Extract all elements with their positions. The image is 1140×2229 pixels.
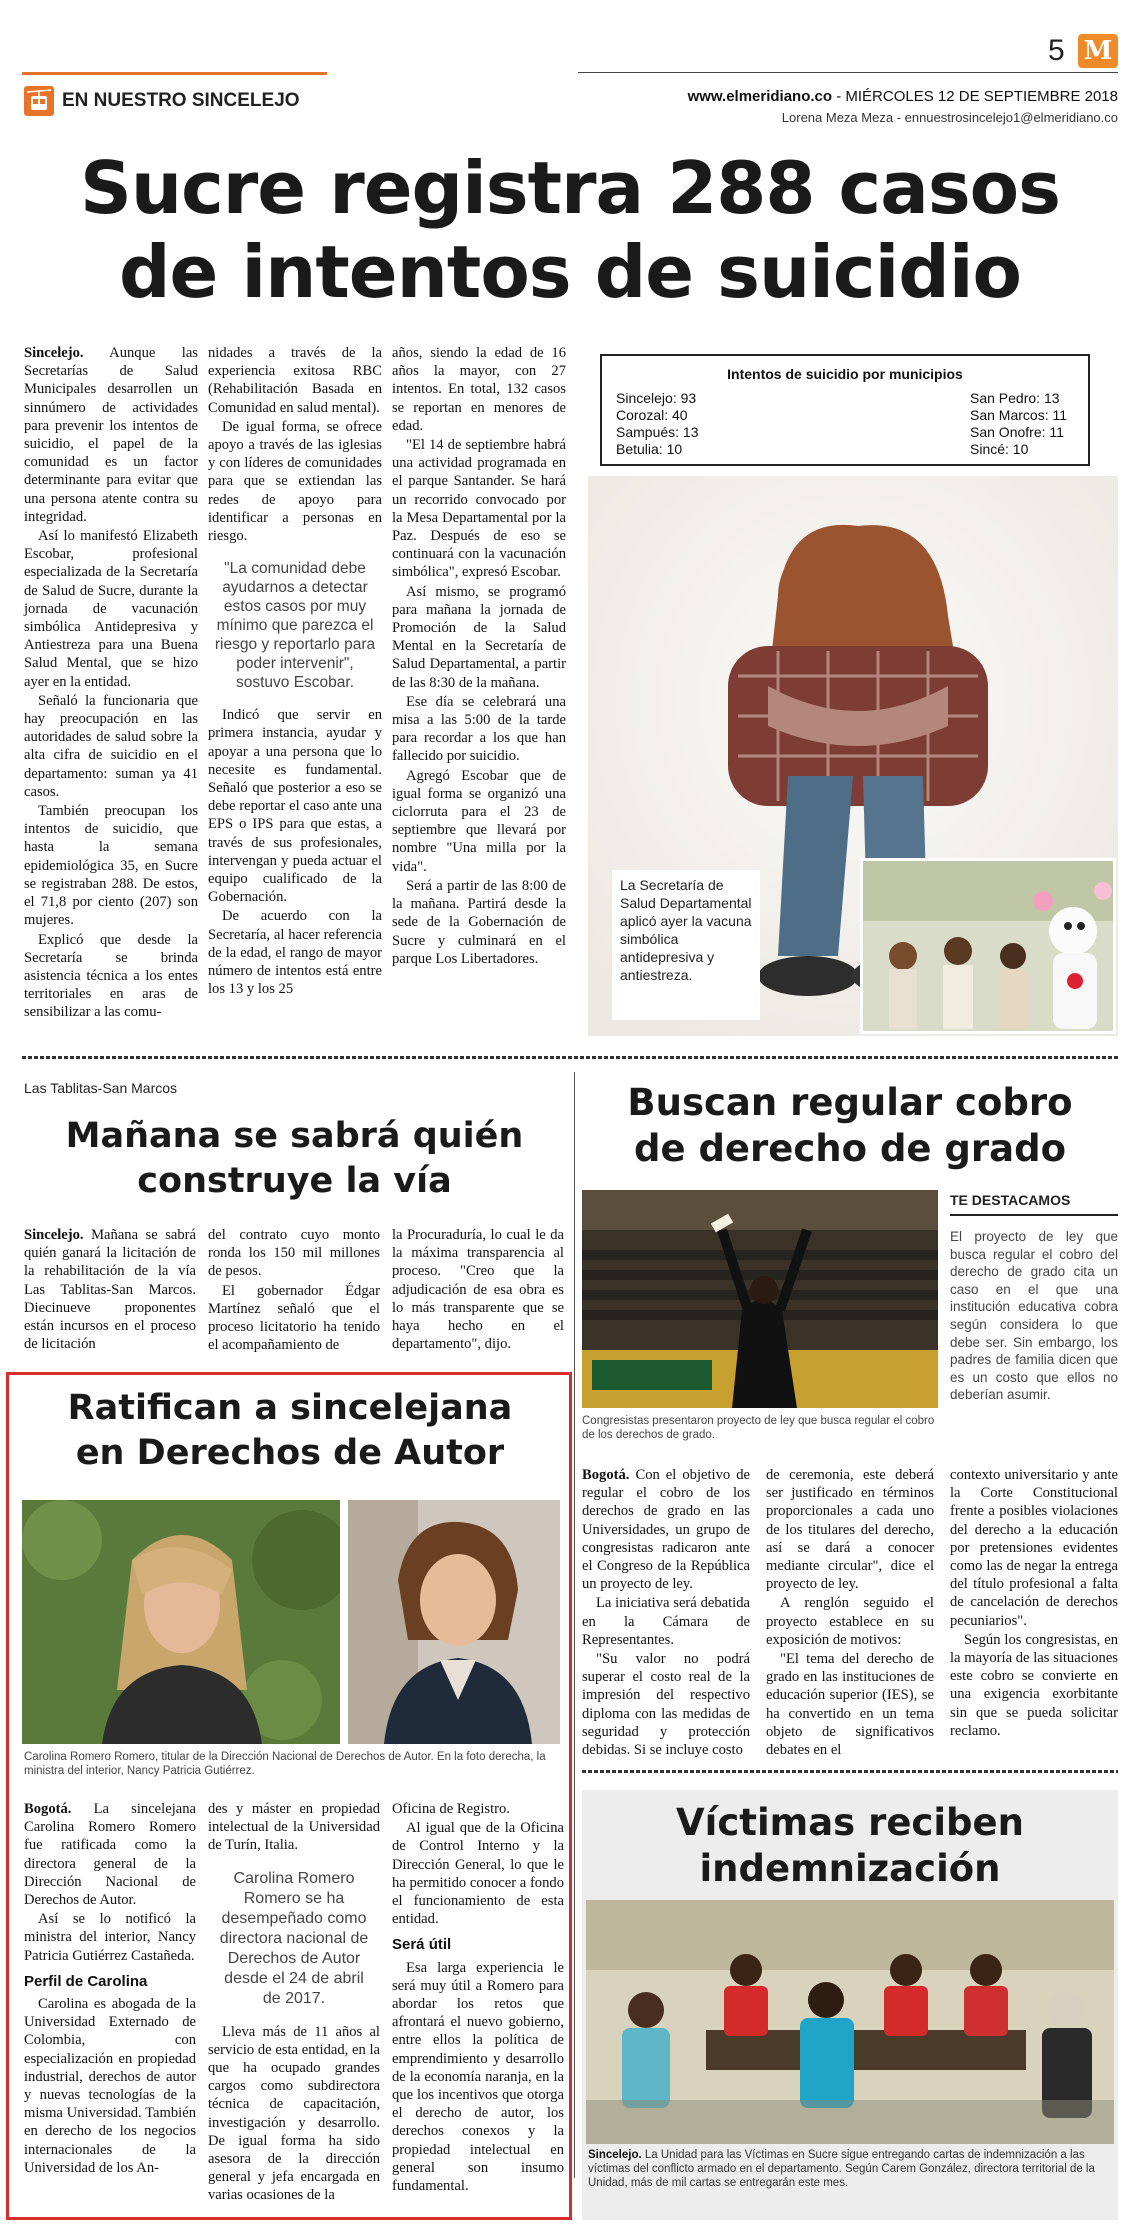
- paragraph: Al igual que de la Oficina de Control Interno y la Dirección General, lo que le ha permitido conocer a fondo el funcionamiento de esta entidad.: [392, 1820, 564, 1928]
- main-photo-caption-box: [612, 870, 760, 1020]
- main-column-1: [24, 344, 198, 1023]
- inset-photo: [860, 858, 1116, 1034]
- via-headline: [22, 1114, 567, 1204]
- section-accent-rule: [22, 72, 327, 75]
- victimas-caption: [588, 2148, 1114, 2190]
- grado-column-3: [950, 1466, 1118, 1741]
- paragraph: La sincelejana Carolina Romero Romero fue ratificada como la directora general de la Dirección Nacional de Derechos de Autor.: [24, 1801, 196, 1909]
- paragraph: nidades a través de la experiencia exitosa RBC (Rehabilitación Basada en Comunidad en salud mental).: [208, 345, 382, 416]
- carolina-photo: [22, 1500, 340, 1744]
- list-item: Corozal: 40: [616, 407, 688, 423]
- grado-column-1: [582, 1466, 750, 1760]
- via-headline-line-2: construye la vía: [137, 1161, 452, 1201]
- paragraph: Así lo manifestó Elizabeth Escobar, profesional especializada de la Secretaría de Salud de Sucre, durante la jornada de vacunación simbólica Antidepresiva y Antiestreza para una Buena Salud Mental, que se hizo ayer en la entidad.: [24, 528, 198, 690]
- table-left-list: [616, 390, 699, 458]
- paragraph: Indicó que servir en primera instancia, ayudar y apoyar a una persona que lo necesite es fundamental. Señaló que posterior a eso se debe reportar el caso ante una EPS o IPS para que estas, a través de sus profesionales, intervengan y pueda actuar el equipo cualificado de la Gobernación.: [208, 707, 382, 906]
- paragraph: Mañana se sabrá quién ganará la licitación de la rehabilitación de la vía Las Tablitas-San Marcos. Diecinueve proponentes están incursos en el proceso de licitación: [24, 1227, 196, 1353]
- paragraph: Será a partir de las 8:00 de la mañana. Partirá desde la sede de la Gobernación de Sucre y culminará en el parque Los Libertadores.: [392, 877, 566, 967]
- author-line: Lorena Meza Meza - ennuestrosincelejo1@elmeridiano.co: [781, 110, 1118, 125]
- list-item: Sincé: 10: [970, 441, 1029, 457]
- paragraph: El gobernador Édgar Martínez señaló que el proceso licitatorio ha tenido el acompañamiento de: [208, 1282, 380, 1354]
- dateline-lead: Bogotá.: [582, 1467, 630, 1483]
- dateline-lead: Sincelejo.: [24, 1227, 84, 1243]
- main-column-3: [392, 344, 566, 969]
- paragraph: "El tema del derecho de grado en las instituciones de educación superior (IES), se ha convertido en un tema objeto de significativos debates en el: [766, 1651, 934, 1759]
- paragraph: des y máster en propiedad intelectual de la Universidad de Turín, Italia.: [208, 1801, 380, 1854]
- dateline-lead: Sincelejo.: [588, 2149, 642, 2161]
- main-headline-line-2: de intentos de suicidio: [119, 230, 1021, 314]
- paragraph: De acuerdo con la Secretaría, al hacer referencia de la edad, el rango de mayor número de intentos está entre los 13 y los 25: [208, 908, 382, 998]
- paragraph: "Su valor no podrá superar el costo real de la impresión del respectivo diploma con las medidas de seguridad y protección debidas. Si se incluye costo: [582, 1651, 750, 1759]
- subhead-util: Será útil: [392, 1936, 452, 1954]
- dateline-lead: Sincelejo.: [24, 345, 84, 361]
- grado-bottom-rule: [582, 1770, 1118, 1773]
- paragraph: Carolina es abogada de la Universidad Externado de Colombia, con especialización en propiedad industrial, derechos de autor y nuevas tecnologías de la misma Universidad. También en derecho de los negocios internacionales de la Universidad de los An-: [24, 1996, 196, 2176]
- list-item: Betulia: 10: [616, 441, 683, 457]
- main-headline-line-1: Sucre registra 288 casos: [80, 146, 1060, 230]
- logo-letter: M: [1083, 36, 1113, 66]
- paragraph: Lleva más de 11 años al servicio de esta entidad, en la que ha ocupado grandes cargos como subdirectora técnica de capacitación, investigación y desarrollo. De igual forma ha sido asesora de la dirección general y jefa encargada en varias ocasiones de la: [208, 2023, 380, 2204]
- autor-headline-line-2: en Derechos de Autor: [75, 1433, 505, 1473]
- subhead-perfil: Perfil de Carolina: [24, 1972, 148, 1990]
- dateline-lead: Bogotá.: [24, 1801, 72, 1817]
- list-item: San Onofre: 11: [970, 424, 1064, 440]
- paragraph: Según los congresistas, en la mayoría de las situaciones este cobro se convierte en una exigencia exorbitante sin que se pueda solicitar reclamo.: [950, 1631, 1118, 1739]
- te-destacamos-rule: [950, 1214, 1118, 1216]
- pull-quote: Carolina Romero Romero se ha desempeñado como directora nacional de Derechos de Autor desde el 24 de abril de 2017.: [219, 1869, 369, 2007]
- grado-headline-line-2: de derecho de grado: [633, 1127, 1067, 1170]
- municipality-table: [600, 354, 1090, 466]
- issue-date: - MIÉRCOLES 12 DE SEPTIEMBRE 2018: [832, 88, 1118, 105]
- paragraph: También preocupan los intentos de suicidio, que hasta la semana epidemiológica 35, en Sucre se registraban 288. De estos, el 71,8 por ciento (207) son mujeres.: [24, 803, 198, 929]
- column-divider: [574, 1072, 575, 2178]
- main-column-2: [208, 344, 382, 999]
- minister-photo: [348, 1500, 560, 1744]
- autor-headline: [12, 1386, 568, 1476]
- list-item: San Pedro: 13: [970, 390, 1060, 406]
- table-right-list: [970, 390, 1067, 458]
- main-bottom-rule: [22, 1056, 1118, 1059]
- site-link[interactable]: www.elmeridiano.co: [687, 88, 833, 105]
- paragraph: de ceremonia, este deberá ser justificado en términos proporcionales a cada uno de los titulares del derecho, así se dará a conocer mediante circular", dice el proyecto de ley.: [766, 1467, 934, 1593]
- paragraph: Aunque las Secretarías de Salud Municipales desarrollen un sinnúmero de actividades para prevenir los intentos de suicidio, el papel de la comunidad es un factor determinante para evitar que una persona atente contra su integridad.: [24, 345, 198, 525]
- paragraph: Explicó que desde la Secretaría se brinda asistencia técnica a los entes territoriales en aras de sensibilizar a las comu-: [24, 931, 198, 1021]
- table-title: Intentos de suicidio por municipios: [727, 366, 963, 382]
- graduation-photo: [582, 1190, 938, 1408]
- victimas-headline: [582, 1800, 1118, 1892]
- victimas-photo: [586, 1900, 1114, 2144]
- paragraph: Esa larga experiencia le será muy útil a Romero para abordar los retos que afrontará el nuevo gobierno, entre ellos la política de emprendimiento y desarrollo de la economía naranja, en la que los incentivos que otorga el derecho de autor, los derechos conexos y la propiedad intelectual en general son insumo fundamental.: [392, 1959, 564, 2195]
- grado-headline: [580, 1080, 1120, 1172]
- paragraph: Oficina de Registro.: [392, 1801, 510, 1817]
- paragraph: Agregó Escobar que de igual forma se organizó una ciclorruta para el 23 de septiembre que llevará por nombre "Una milla por la vida".: [392, 767, 566, 875]
- victimas-headline-line-2: indemnización: [699, 1847, 1001, 1890]
- paragraph: años, siendo la edad de 16 años la mayor, con 27 intentos. En total, 132 casos se reportan en menores de edad.: [392, 345, 566, 434]
- via-column-3: [392, 1226, 564, 1354]
- autor-column-1: [24, 1800, 196, 2178]
- paragraph: Así mismo, se programó para mañana la jornada de Promoción de la Salud Mental en la Secretaría de Salud Departamental, a partir de las 8:30 de la mañana.: [392, 583, 566, 691]
- te-destacamos-text: El proyecto de ley que busca regular el cobro del derecho de grado cita un caso en el que una institución educativa cobra según considera lo que debe ser. Sin embargo, los padres de familia dicen que es un costo que ellos no deberían asumir.: [950, 1229, 1118, 1403]
- section-header: [22, 72, 327, 124]
- pull-quote: "La comunidad debe ayudarnos a detectar estos casos por muy mínimo que parezca el riesgo y reportarlo para poder intervenir", sostuvo Escobar.: [214, 560, 376, 692]
- main-photo-caption: La Secretaría de Salud Departamental aplicó ayer la vacuna simbólica antidepresiva y antiestreza.: [620, 877, 752, 983]
- cable-car-icon: [24, 86, 54, 116]
- via-column-2: [208, 1226, 380, 1355]
- autor-column-3: [392, 1800, 564, 2196]
- paragraph: "El 14 de septiembre habrá una actividad programada en el parque Santander. Se hará un recorrido convocado por la Mesa Departamental por la Paz. Después de eso se continuará con la vacunación simbólica", expresó Escobar.: [392, 437, 566, 581]
- paragraph: Ese día se celebrará una misa a las 5:00 de la tarde para recordar a los que han fallecido por suicidio.: [392, 693, 566, 765]
- autor-column-2: [208, 1800, 380, 2206]
- paragraph: Con el objetivo de regular el cobro de los derechos de grado en las Universidades, un grupo de congresistas radicaron ante el Congreso de la República un proyecto de ley.: [582, 1467, 750, 1593]
- list-item: San Marcos: 11: [970, 407, 1068, 423]
- logo-badge: [1078, 34, 1118, 68]
- page-number: 5: [1048, 34, 1065, 67]
- main-headline: [10, 146, 1130, 314]
- paragraph: A renglón seguido el proyecto establece en su exposición de motivos:: [766, 1595, 934, 1648]
- paragraph: De igual forma, se ofrece apoyo a través de las iglesias y con líderes de comunidades para que se extiendan las redes de apoyo para identificar a personas en riesgo.: [208, 418, 382, 545]
- paragraph: del contrato cuyo monto ronda los 150 mil millones de pesos.: [208, 1227, 380, 1280]
- victimas-caption-text: La Unidad para las Víctimas en Sucre sigue entregando cartas de indemnización a las víctimas del conflicto armado en el departamento. Según Carem González, directora territorial de la Unidad, más de mil cartas se entregarán este mes.: [588, 2149, 1095, 2189]
- paragraph: La iniciativa será debatida en la Cámara de Representantes.: [582, 1595, 750, 1648]
- paragraph: la Procuraduría, lo cual le da la máxima transparencia al proceso. "Creo que la adjudicación de esa obra es lo más transparente que se haya hecho en el departamento", dijo.: [392, 1227, 564, 1353]
- paragraph: Así se lo notificó la ministra del interior, Nancy Patricia Gutiérrez Castañeda.: [24, 1911, 196, 1964]
- grado-headline-line-1: Buscan regular cobro: [627, 1081, 1073, 1124]
- list-item: Sincelejo: 93: [616, 390, 697, 406]
- via-column-1: [24, 1226, 196, 1354]
- section-title: EN NUESTRO SINCELEJO: [62, 90, 300, 111]
- paragraph: contexto universitario y ante la Corte Constitucional frente a posibles violaciones del derecho a la educación por pretensiones evidentes como las de negar la entrega del título profesional a falta de cancelación de derechos pecuniarios".: [950, 1467, 1118, 1629]
- victimas-headline-line-1: Víctimas reciben: [676, 1801, 1024, 1844]
- te-destacamos-title: TE DESTACAMOS: [950, 1192, 1071, 1208]
- autor-caption: Carolina Romero Romero, titular de la Dirección Nacional de Derechos de Autor. En la foto derecha, la ministra del interior, Nancy Patricia Gutiérrez.: [24, 1751, 546, 1777]
- paragraph: Señaló la funcionaria que hay preocupación en las autoridades de salud sobre la alta cifra de suicidio en el departamento: suman ya 41 casos.: [24, 692, 198, 800]
- dateline: [560, 88, 1118, 105]
- via-headline-line-1: Mañana se sabrá quién: [65, 1116, 524, 1156]
- grado-caption: Congresistas presentaron proyecto de ley que busca regular el cobro de los derechos de grado.: [582, 1415, 935, 1441]
- header-rule: [578, 72, 1118, 73]
- via-kicker: Las Tablitas-San Marcos: [24, 1080, 178, 1096]
- grado-column-2: [766, 1466, 934, 1760]
- autor-headline-line-1: Ratifican a sincelejana: [67, 1388, 513, 1428]
- list-item: Sampués: 13: [616, 424, 699, 440]
